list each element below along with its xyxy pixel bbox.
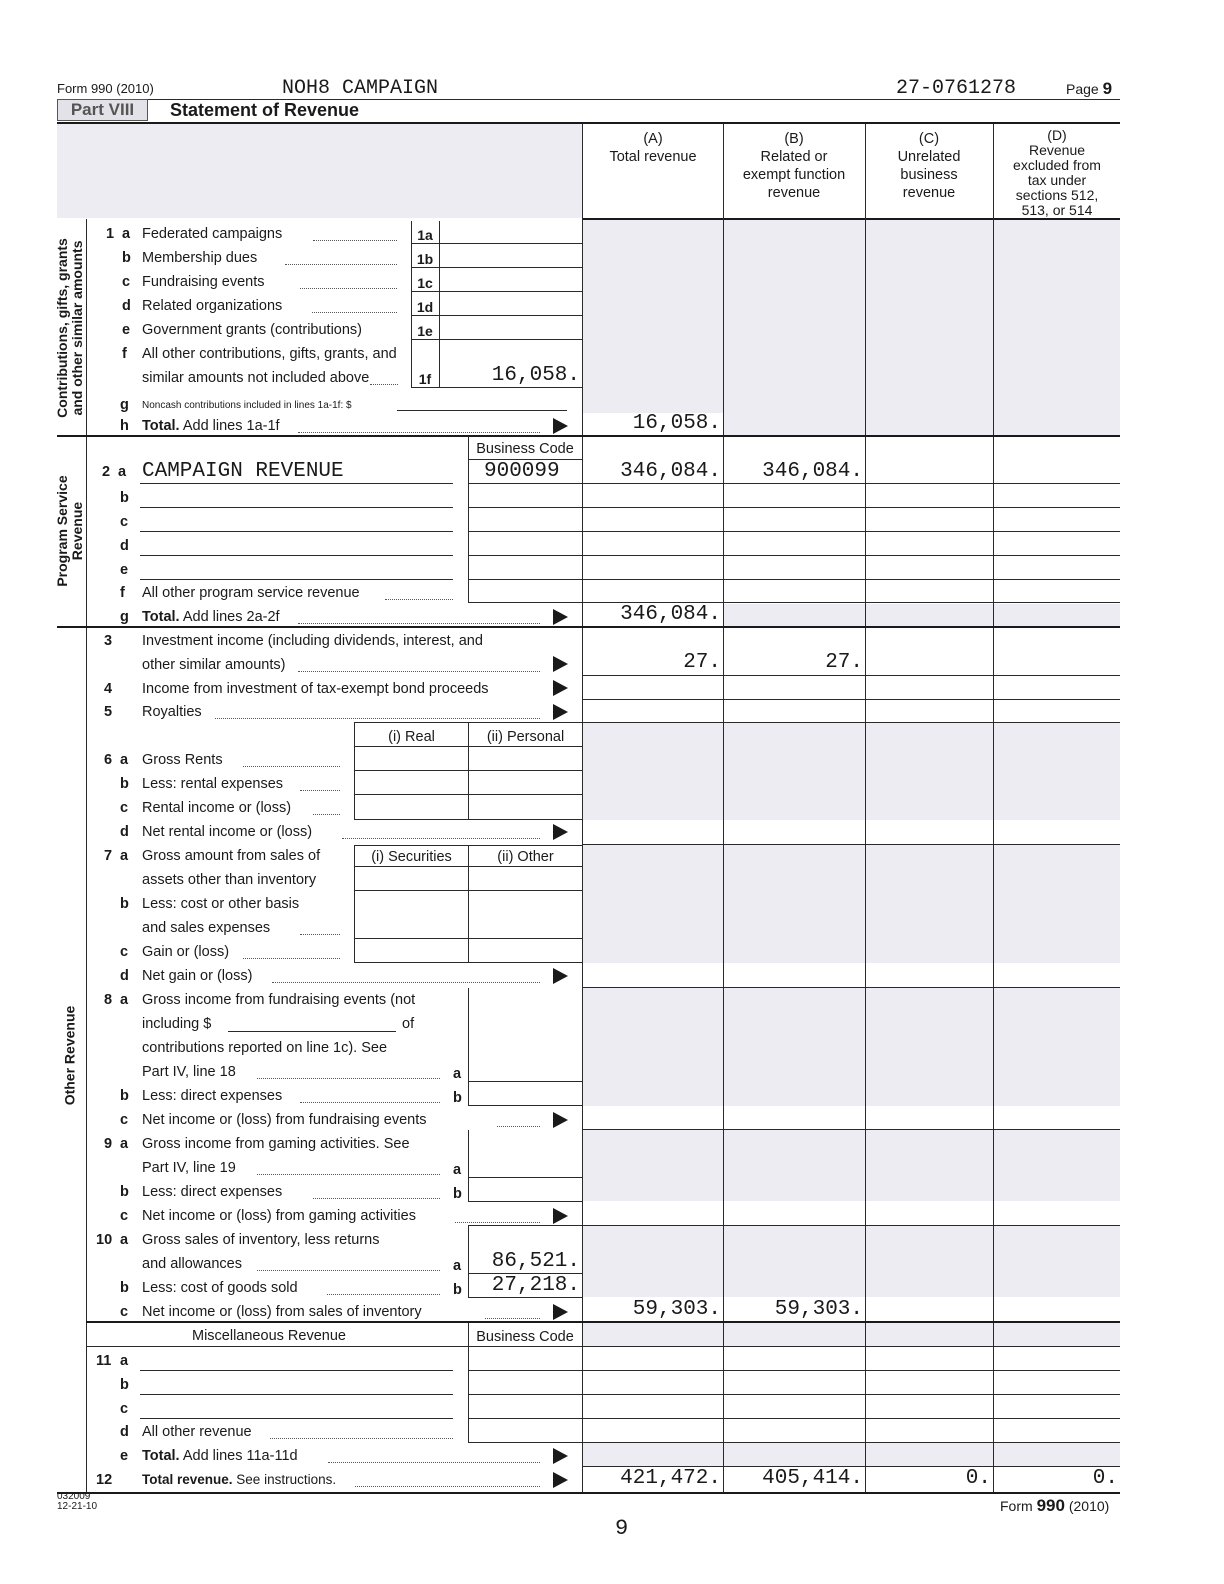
leader-dots — [215, 718, 540, 719]
leader-dots — [243, 766, 340, 767]
leader-dots — [312, 312, 397, 313]
line2c-field[interactable] — [140, 531, 453, 532]
line2b-letter: b — [120, 490, 129, 506]
box-label-1b: 1b — [416, 251, 434, 267]
line8-shade — [583, 988, 1120, 1106]
line2g-letter: g — [120, 609, 129, 625]
leader-dots — [497, 1126, 540, 1127]
line7a-label-1: Gross amount from sales of — [142, 848, 321, 864]
line10a-box-letter: a — [453, 1258, 462, 1274]
line10c-col-a[interactable]: 59,303. — [632, 1298, 721, 1321]
line11b-letter: b — [120, 1377, 129, 1393]
line12-label: Total revenue. See instructions. — [142, 1472, 337, 1487]
misc-hdr-rule — [86, 1346, 1120, 1347]
line9-num: 9 — [104, 1136, 113, 1152]
arrow-icon — [553, 1448, 568, 1464]
arrow-icon — [553, 968, 568, 984]
col-d-title-5: 513, or 514 — [1021, 202, 1093, 218]
line8-num: 8 — [104, 992, 113, 1008]
row7d-rule — [583, 987, 1120, 988]
footer-code-1: 032009 — [57, 1491, 91, 1502]
line10a-letter: a — [120, 1232, 129, 1248]
line7b-label-1: Less: cost or other basis — [142, 896, 300, 912]
line10b-letter: b — [120, 1280, 129, 1296]
leader-dots — [300, 288, 397, 289]
line10b-box-letter: b — [453, 1282, 462, 1298]
misc-shade — [583, 1323, 1120, 1346]
col-a-title: Total revenue — [609, 149, 697, 165]
line8a-label-2b: of — [402, 1016, 415, 1032]
line11e-shade — [583, 1443, 1120, 1466]
line1-shade — [583, 219, 1120, 413]
line11e-label: Total. Add lines 11a-11d — [142, 1448, 298, 1464]
line8c-letter: c — [120, 1112, 129, 1128]
leader-dots — [370, 384, 398, 385]
row2a-rule — [468, 483, 1120, 484]
col-b-title-2: exempt function — [742, 167, 846, 183]
line1e-letter: e — [122, 322, 131, 338]
line3-label-2: other similar amounts) — [142, 657, 286, 673]
box9-left — [468, 1130, 469, 1201]
line5-num: 5 — [104, 704, 113, 720]
leader-dots — [298, 671, 540, 672]
line7a-label-2: assets other than inventory — [142, 872, 317, 888]
row10c-rule — [86, 1321, 1120, 1323]
line1d-label: Related organizations — [142, 298, 283, 314]
line9c-label: Net income or (loss) from gaming activities — [142, 1208, 416, 1224]
line10b-label: Less: cost of goods sold — [142, 1280, 298, 1296]
side-label-other: Other Revenue — [61, 1005, 78, 1106]
business-code-header-11: Business Code — [476, 1329, 574, 1345]
line10a-value[interactable]: 86,521. — [491, 1250, 580, 1273]
col-securities-header: (i) Securities — [371, 849, 452, 865]
line1a-label: Federated campaigns — [142, 226, 283, 242]
leader-dots — [313, 814, 340, 815]
arrow-icon — [553, 418, 568, 434]
row11b-rule — [468, 1394, 1120, 1395]
line12-col-c[interactable]: 0. — [965, 1467, 991, 1490]
line3-label-1: Investment income (including dividends, interest, and — [142, 633, 483, 649]
line3-col-a[interactable]: 27. — [683, 651, 721, 674]
line1g-letter: g — [120, 397, 129, 413]
line1g-label: Noncash contributions included in lines 1a-1f: $ — [142, 400, 352, 411]
col-c-title-3: revenue — [902, 185, 956, 201]
col-c-letter: (C) — [918, 131, 940, 147]
line10c-letter: c — [120, 1304, 129, 1320]
leader-dots — [257, 1078, 440, 1079]
line7c-letter: c — [120, 944, 129, 960]
line8b-letter: b — [120, 1088, 129, 1104]
part-badge — [57, 99, 148, 121]
line9-shade — [583, 1130, 1120, 1201]
side-label-program-2: Revenue — [69, 501, 85, 561]
line9a-label-2: Part IV, line 19 — [142, 1160, 236, 1176]
line6d-label: Net rental income or (loss) — [142, 824, 313, 840]
box1-mid — [439, 221, 440, 388]
line1f-label-1: All other contributions, gifts, grants, and — [142, 346, 397, 362]
box-label-1e: 1e — [417, 323, 433, 339]
line6a-letter: a — [120, 752, 129, 768]
line1h-shade — [724, 413, 1120, 436]
row8c-rule — [583, 1129, 1120, 1130]
line2a-col-a[interactable]: 346,084. — [620, 460, 721, 483]
line8a-label-2a: including $ — [142, 1016, 212, 1032]
box-label-1c: 1c — [417, 275, 433, 291]
line6d-letter: d — [120, 824, 129, 840]
line4-label: Income from investment of tax-exempt bond proceeds — [142, 681, 489, 697]
line9b-label: Less: direct expenses — [142, 1184, 283, 1200]
line1-num: 1 — [106, 226, 115, 242]
box7-hdr-rule — [354, 866, 582, 867]
footer-form: Form 990 (2010) — [1000, 1496, 1110, 1515]
line1h-col-a[interactable]: 16,058. — [632, 412, 721, 435]
line11-num: 11 — [96, 1353, 112, 1369]
line1a-letter: a — [122, 226, 131, 242]
col-d-title-4: sections 512, — [1015, 187, 1099, 203]
row9c-rule — [468, 1225, 1120, 1226]
line12-col-b[interactable]: 405,414. — [762, 1467, 863, 1490]
line6c-label: Rental income or (loss) — [142, 800, 292, 816]
line2e-field[interactable] — [140, 579, 453, 580]
line9a-box-letter: a — [453, 1162, 462, 1178]
col-b-title-1: Related or — [760, 149, 828, 165]
row6d-rule — [583, 844, 1120, 845]
line4-num: 4 — [104, 681, 113, 697]
leader-dots — [328, 1462, 540, 1463]
line6b-label: Less: rental expenses — [142, 776, 284, 792]
line1f-value[interactable]: 16,058. — [491, 364, 580, 387]
line1g-field[interactable] — [397, 410, 567, 411]
line1h-label: Total. Add lines 1a-1f — [142, 418, 280, 434]
line8c-label: Net income or (loss) from fundraising events — [142, 1112, 427, 1128]
line3-num: 3 — [104, 633, 113, 649]
box10-left — [468, 1226, 469, 1297]
leader-dots — [355, 1486, 540, 1487]
leader-dots — [313, 240, 397, 241]
side-label-program — [55, 471, 85, 591]
box8a-rule — [468, 1081, 582, 1082]
line1e-label: Government grants (contributions) — [142, 322, 363, 338]
row11d-rule — [468, 1442, 1120, 1443]
line1b-letter: b — [122, 250, 131, 266]
line1h-letter: h — [120, 418, 129, 434]
col-other-header: (ii) Other — [497, 849, 554, 865]
line2g-shade — [724, 604, 1120, 627]
line12-num: 12 — [96, 1472, 113, 1488]
col-header-rule — [583, 218, 1120, 220]
col-d-title-3: tax under — [1027, 172, 1087, 188]
line8a-box-letter: a — [453, 1066, 462, 1082]
line6-num: 6 — [104, 752, 113, 768]
col-real-header: (i) Real — [388, 729, 435, 745]
row2b-rule — [468, 507, 1120, 508]
box7-top — [354, 845, 582, 846]
line6-shade — [583, 723, 1120, 820]
col-c-header — [866, 130, 992, 202]
box-label-1a: 1a — [417, 227, 433, 243]
col-personal-header: (ii) Personal — [486, 729, 565, 745]
leader-dots — [342, 838, 540, 839]
misc-revenue-header: Miscellaneous Revenue — [192, 1328, 346, 1344]
line2a-description[interactable]: CAMPAIGN REVENUE — [142, 460, 344, 483]
box8b-rule — [468, 1105, 582, 1106]
line1d-letter: d — [122, 298, 131, 314]
line2f-label: All other program service revenue — [142, 585, 360, 601]
line3-col-b[interactable]: 27. — [825, 651, 863, 674]
leader-dots — [485, 1318, 540, 1319]
leader-dots — [385, 599, 453, 600]
line1c-letter: c — [122, 274, 131, 290]
org-name: NOH8 CAMPAIGN — [282, 77, 439, 100]
col-b-header — [724, 130, 864, 202]
side-label-contributions-1: Contributions, gifts, grants — [54, 238, 70, 418]
line2b-field[interactable] — [140, 507, 453, 508]
row11a-rule — [468, 1370, 1120, 1371]
bcode11-left — [468, 1323, 469, 1442]
box9a-rule — [468, 1177, 582, 1178]
line6b-letter: b — [120, 776, 129, 792]
box6-hdr-rule — [354, 746, 582, 747]
box8-left — [468, 988, 469, 1106]
arrow-icon — [553, 656, 568, 672]
side-label-contributions — [55, 223, 85, 433]
line9b-letter: b — [120, 1184, 129, 1200]
row2e-rule — [468, 579, 1120, 580]
line11e-letter: e — [120, 1448, 129, 1464]
col-b-title-3: revenue — [767, 185, 821, 201]
leader-dots — [300, 934, 340, 935]
header-shade — [57, 124, 582, 218]
line10c-col-b[interactable]: 59,303. — [774, 1298, 863, 1321]
arrow-icon — [553, 1304, 568, 1320]
col-a-left-line — [582, 124, 583, 1494]
line10a-label-1: Gross sales of inventory, less returns — [142, 1232, 380, 1248]
arrow-icon — [553, 1208, 568, 1224]
col-d-header — [994, 128, 1120, 218]
row3-rule — [583, 675, 1120, 676]
leader-dots — [455, 1222, 540, 1223]
line2c-letter: c — [120, 514, 129, 530]
form-label: Form 990 (2010) — [57, 81, 154, 96]
row2d-rule — [468, 555, 1120, 556]
side-label-contributions-2: and other similar amounts — [69, 240, 85, 416]
line6a-label: Gross Rents — [142, 752, 223, 768]
line12-col-d[interactable]: 0. — [1092, 1467, 1118, 1490]
bcode-left — [468, 436, 469, 602]
box6a-rule — [354, 770, 582, 771]
arrow-icon — [553, 1112, 568, 1128]
line2a-letter: a — [118, 464, 127, 480]
line11d-label: All other revenue — [142, 1424, 252, 1440]
line7b-label-2: and sales expenses — [142, 920, 271, 936]
line8a-label-3: contributions reported on line 1c). See — [142, 1040, 388, 1056]
box7b-rule — [354, 938, 582, 939]
line11a-field[interactable] — [140, 1370, 453, 1371]
line1f-label-2: similar amounts not included above — [142, 370, 370, 386]
ein: 27-0761278 — [896, 77, 1017, 100]
line7d-label: Net gain or (loss) — [142, 968, 253, 984]
line10-num: 10 — [96, 1232, 113, 1248]
line10a-label-2: and allowances — [142, 1256, 242, 1272]
part-label: Part VIII — [70, 100, 135, 119]
line8a-amount-field[interactable] — [228, 1031, 396, 1032]
col-b-letter: (B) — [784, 131, 804, 147]
footer-code-2: 12-21-10 — [57, 1501, 98, 1512]
leader-dots — [300, 790, 340, 791]
row2f-rule — [468, 602, 1120, 603]
row2c-rule — [468, 531, 1120, 532]
line2g-label: Total. Add lines 2a-2f — [142, 609, 280, 625]
line11c-letter: c — [120, 1401, 129, 1417]
box6c-rule — [354, 819, 582, 820]
line2d-letter: d — [120, 538, 129, 554]
box-label-1f: 1f — [418, 371, 432, 387]
line7c-label: Gain or (loss) — [142, 944, 230, 960]
col-d-letter: (D) — [1047, 127, 1067, 143]
col-c-title-2: business — [900, 167, 958, 183]
leader-dots — [257, 1270, 440, 1271]
box7a-rule — [354, 890, 582, 891]
leader-dots — [257, 1174, 440, 1175]
col-b-left-line — [723, 124, 724, 1494]
line11c-field[interactable] — [140, 1418, 453, 1419]
line7a-letter: a — [120, 848, 129, 864]
line12-col-a[interactable]: 421,472. — [620, 1467, 721, 1490]
page-label: Page 9 — [1066, 79, 1113, 98]
line1c-label: Fundraising events — [142, 274, 265, 290]
col-d-title-1: Revenue — [1028, 142, 1086, 158]
col-d-left-line — [993, 124, 994, 1494]
leader-dots — [313, 1198, 440, 1199]
line2e-letter: e — [120, 562, 129, 578]
box9b-rule — [468, 1201, 582, 1202]
col-d-title-2: excluded from — [1013, 157, 1101, 173]
box7c-rule — [354, 962, 582, 963]
col-a-letter: (A) — [643, 131, 663, 147]
col-c-left-line — [865, 124, 866, 1494]
line7-num: 7 — [104, 848, 113, 864]
business-code-header: Business Code — [476, 441, 574, 457]
line9a-label-1: Gross income from gaming activities. See — [142, 1136, 410, 1152]
line2a-col-b[interactable]: 346,084. — [762, 460, 863, 483]
line8b-box-letter: b — [453, 1090, 462, 1106]
leader-dots — [272, 982, 540, 983]
line10-shade — [583, 1226, 1120, 1297]
arrow-icon — [553, 680, 568, 696]
side-divider — [86, 219, 87, 1494]
arrow-icon — [553, 1472, 568, 1488]
box6b-rule — [354, 794, 582, 795]
col-c-title-1: Unrelated — [897, 149, 961, 165]
line2d-field[interactable] — [140, 555, 453, 556]
leader-dots — [270, 1438, 453, 1439]
line2-num: 2 — [102, 464, 111, 480]
leader-dots — [300, 1102, 440, 1103]
line2f-letter: f — [120, 585, 125, 601]
line9c-letter: c — [120, 1208, 129, 1224]
line9a-letter: a — [120, 1136, 129, 1152]
line2a-code[interactable]: 900099 — [484, 460, 560, 483]
line7d-letter: d — [120, 968, 129, 984]
line8b-label: Less: direct expenses — [142, 1088, 283, 1104]
line2g-col-a[interactable]: 346,084. — [620, 603, 721, 626]
line10b-value[interactable]: 27,218. — [491, 1274, 580, 1297]
line2a-field[interactable] — [140, 483, 453, 484]
line8a-label-4: Part IV, line 18 — [142, 1064, 236, 1080]
line8a-letter: a — [120, 992, 129, 1008]
part-title: Statement of Revenue — [170, 100, 360, 120]
side-label-program-1: Program Service — [54, 475, 70, 587]
row11c-rule — [468, 1418, 1120, 1419]
leader-dots — [243, 958, 340, 959]
line10c-label: Net income or (loss) from sales of inventory — [142, 1304, 422, 1320]
line7b-letter: b — [120, 896, 129, 912]
leader-dots — [285, 264, 397, 265]
line9b-box-letter: b — [453, 1186, 462, 1202]
line5-label: Royalties — [142, 704, 202, 720]
line1f-letter: f — [122, 346, 127, 362]
line11d-letter: d — [120, 1424, 129, 1440]
box-label-1d: 1d — [416, 299, 434, 315]
arrow-icon — [553, 824, 568, 840]
line8a-label-1: Gross income from fundraising events (not — [142, 992, 416, 1008]
line7-shade — [583, 845, 1120, 963]
line6c-letter: c — [120, 800, 129, 816]
leader-dots — [327, 1294, 440, 1295]
line1b-label: Membership dues — [142, 250, 258, 266]
line11b-field[interactable] — [140, 1394, 453, 1395]
arrow-icon — [553, 704, 568, 720]
footer-rule — [57, 1492, 1120, 1494]
line11a-letter: a — [120, 1353, 129, 1369]
col-a-header — [583, 130, 723, 166]
arrow-icon — [553, 609, 568, 625]
leader-dots — [298, 623, 540, 624]
page-number-handwritten: 9 — [615, 1516, 629, 1541]
row4-rule — [583, 699, 1120, 700]
leader-dots — [298, 432, 540, 433]
